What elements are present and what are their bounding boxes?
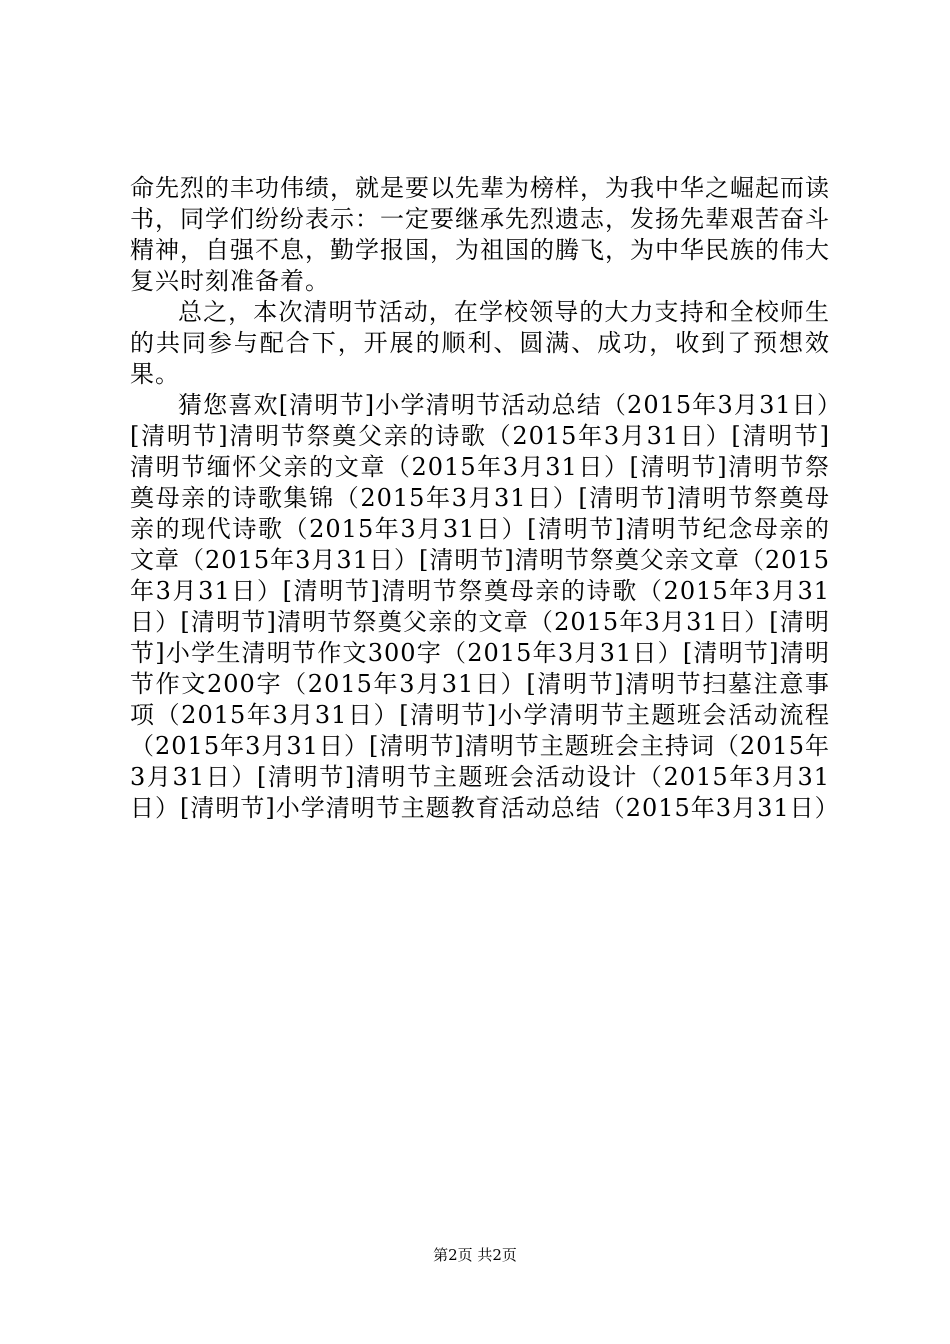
page-footer — [0, 1245, 950, 1265]
body-paragraph-2: 总之，本次清明节活动，在学校领导的大力支持和全校师生的共同参与配合下，开展的顺利、圆满、成功，收到了预想效果。 — [130, 298, 830, 388]
document-body — [130, 173, 840, 824]
body-paragraph-1: 命先烈的丰功伟绩，就是要以先辈为榜样，为我中华之崛起而读书，同学们纷纷表示：一定要继承先烈遗志，发扬先辈艰苦奋斗精神，自强不息，勤学报国，为祖国的腾飞，为中华民族的伟大复兴时刻准备着。 — [130, 174, 830, 295]
related-articles-paragraph: 猜您喜欢[清明节]小学清明节活动总结（2015年3月31日）[清明节]清明节祭奠父亲的诗歌（2015年3月31日）[清明节]清明节缅怀父亲的文章（2015年3月31日）[清明节]清明节祭奠母亲的诗歌集锦（2015年3月31日）[清明节]清明节祭奠母亲的现代诗歌（2015年3月31日）[清明节]清明节纪念母亲的文章（2015年3月31日）[清明节]清明节祭奠父亲文章（2015年3月31日）[清明节]清明节祭奠母亲的诗歌（2015年3月31日）[清明节]清明节祭奠父亲的文章（2015年3月31日）[清明节]小学生清明节作文300字（2015年3月31日）[清明节]清明节作文200字（2015年3月31日）[清明节]清明节扫墓注意事项（2015年3月31日）[清明节]小学清明节主题班会活动流程（2015年3月31日）[清明节]清明节主题班会主持词（2015年3月31日）[清明节]清明节主题班会活动设计（2015年3月31日）[清明节]小学清明节主题教育活动总结（2015年3月31日） — [130, 391, 840, 822]
page-number: 第2页 共2页 — [433, 1246, 517, 1264]
